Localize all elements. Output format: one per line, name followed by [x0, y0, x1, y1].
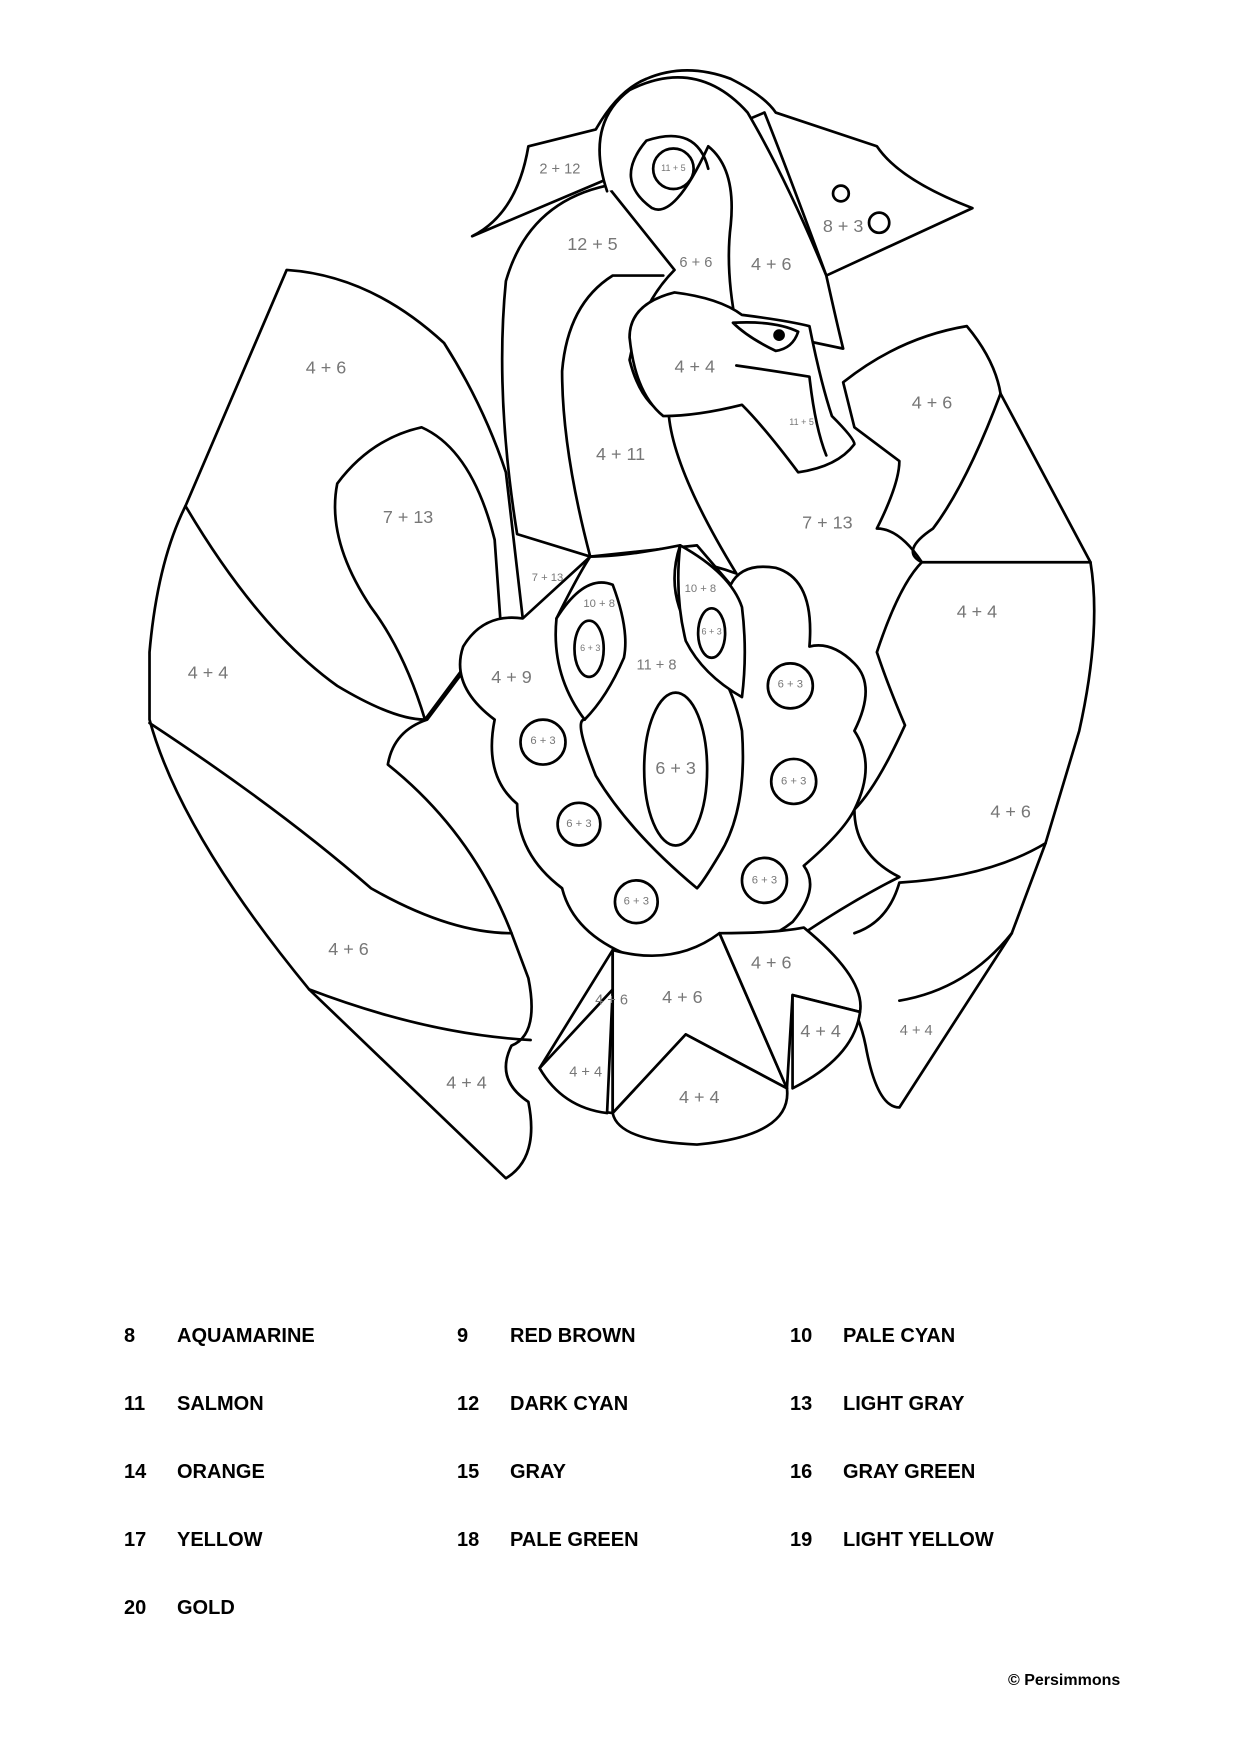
region-label: 11 + 5: [661, 163, 686, 174]
region-label: 11 + 8: [636, 657, 677, 674]
tail-piece: [793, 995, 860, 1088]
region-label: 4 + 6: [662, 987, 703, 1008]
legend-color: LIGHT GRAY: [843, 1393, 965, 1415]
region-label: 4 + 4: [446, 1072, 487, 1093]
left-wing: [150, 270, 532, 1178]
legend-color: PALE GREEN: [510, 1529, 639, 1551]
legend-number: 11: [124, 1393, 146, 1415]
region-label: 12 + 5: [567, 233, 618, 254]
region-label: 4 + 4: [187, 662, 229, 683]
region-label: 10 + 8: [583, 597, 615, 610]
region-label: 7 + 13: [531, 571, 564, 584]
legend-color: SALMON: [177, 1393, 264, 1415]
legend-number: 13: [790, 1393, 813, 1415]
legend-number: 10: [790, 1325, 813, 1347]
legend-color: GRAY: [510, 1461, 566, 1483]
legend-number: 16: [790, 1461, 813, 1483]
region-label: 11 + 5: [789, 417, 814, 428]
region-label: 4 + 6: [595, 992, 629, 1009]
region-label: 4 + 6: [328, 938, 369, 959]
region-label: 4 + 11: [595, 444, 646, 465]
legend-color: GRAY GREEN: [843, 1461, 976, 1483]
legend-color: AQUAMARINE: [177, 1325, 315, 1347]
region-label: 6 + 3: [566, 818, 592, 831]
legend-number: 18: [457, 1529, 480, 1551]
legend-color: ORANGE: [177, 1461, 265, 1483]
legend-color: YELLOW: [177, 1529, 263, 1551]
region-label: 4 + 6: [750, 254, 792, 275]
legend-number: 14: [124, 1461, 147, 1483]
legend-number: 19: [790, 1529, 813, 1551]
region-label: 6 + 3: [701, 626, 722, 637]
region-label: 7 + 13: [382, 507, 434, 528]
legend-color: GOLD: [177, 1597, 235, 1619]
copyright-text: © Persimmons: [1008, 1672, 1121, 1689]
region-label: 4 + 6: [305, 357, 347, 378]
legend-number: 9: [457, 1325, 469, 1347]
region-label: 4 + 9: [491, 666, 532, 687]
region-label: 6 + 3: [781, 775, 807, 788]
legend-color: PALE CYAN: [843, 1325, 956, 1347]
region-label: 4 + 6: [750, 952, 792, 973]
region-label: 4 + 4: [956, 601, 998, 622]
legend-color: DARK CYAN: [510, 1393, 629, 1415]
region-label: 6 + 3: [751, 874, 778, 887]
region-label: 2 + 12: [539, 161, 581, 178]
region-label: 10 + 8: [684, 583, 717, 596]
spot: [833, 186, 849, 202]
pupil: [775, 331, 784, 340]
region-label: 6 + 3: [655, 757, 696, 778]
legend-color: RED BROWN: [510, 1325, 636, 1347]
legend-color: LIGHT YELLOW: [843, 1529, 994, 1551]
region-label: 8 + 3: [822, 215, 864, 236]
region-label: 4 + 4: [899, 1022, 933, 1039]
region-label: 6 + 3: [580, 643, 601, 654]
region-label: 4 + 4: [679, 1087, 720, 1108]
region-label: 6 + 6: [679, 255, 713, 272]
legend-number: 8: [124, 1325, 136, 1347]
region-label: 4 + 6: [990, 801, 1031, 822]
spot: [869, 213, 889, 233]
region-label: 4 + 6: [911, 392, 953, 413]
legend-number: 15: [457, 1461, 480, 1483]
legend-number: 17: [124, 1529, 147, 1551]
region-label: 6 + 3: [777, 678, 803, 691]
legend-number: 20: [124, 1597, 147, 1619]
region-label: 6 + 3: [530, 734, 556, 747]
region-label: 4 + 4: [569, 1064, 603, 1081]
legend-number: 12: [457, 1393, 480, 1415]
region-label: 4 + 4: [674, 356, 715, 377]
region-label: 6 + 3: [623, 895, 649, 908]
region-label: 4 + 4: [800, 1020, 841, 1041]
region-label: 7 + 13: [802, 512, 853, 533]
